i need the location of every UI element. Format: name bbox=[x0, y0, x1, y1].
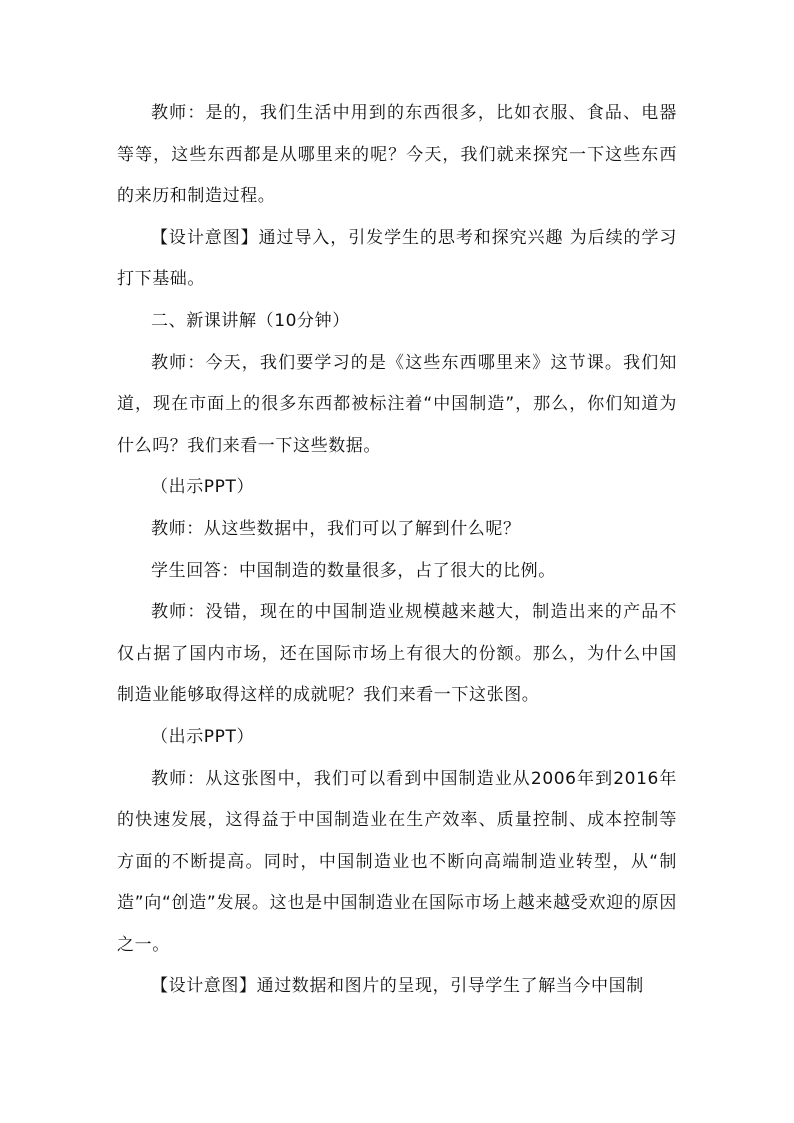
paragraph-design-intent-1: 【设计意图】通过导入，引发学生的思考和探究兴趣 为后续的学习打下基础。 bbox=[117, 227, 677, 290]
section-heading-new-lesson: 二、新课讲解（10分钟） bbox=[151, 310, 350, 331]
paragraph-teacher-intro: 教师：是的，我们生活中用到的东西很多，比如衣服、食品、电器等等，这些东西都是从哪里来的呢？今天，我们就来探究一下这些东西的来历和制造过程。 bbox=[117, 103, 677, 207]
paragraph-teacher-lesson: 教师：今天，我们要学习的是《这些东西哪里来》这节课。我们知道，现在市面上的很多东西都被标注着“中国制造”，那么，你们知道为什么吗？我们来看一下这些数据。 bbox=[117, 352, 677, 456]
paragraph-teacher-scale: 教师：没错，现在的中国制造业规模越来越大，制造出来的产品不仅占据了国内市场，还在国际市场上有很大的份额。那么，为什么中国制造业能够取得这样的成就呢？我们来看一下这张图。 bbox=[117, 602, 677, 706]
paragraph-design-intent-2: 【设计意图】通过数据和图片的呈现，引导学生了解当今中国制 bbox=[151, 976, 644, 997]
paragraph-student-answer: 学生回答：中国制造的数量很多，占了很大的比例。 bbox=[151, 560, 556, 581]
document-body bbox=[117, 93, 677, 1008]
paragraph-show-ppt-2: （出示PPT） bbox=[151, 726, 255, 747]
paragraph-show-ppt-1: （出示PPT） bbox=[151, 477, 255, 498]
paragraph-teacher-development: 教师：从这张图中，我们可以看到中国制造业从2006年到2016年的快速发展，这得益于中国制造业在生产效率、质量控制、成本控制等方面的不断提高。同时，中国制造业也不断向高端制造业转型，从“制造”向“创造”发展。这也是中国制造业在国际市场上越来越受欢迎的原因之一。 bbox=[117, 768, 677, 955]
paragraph-teacher-question: 教师：从这些数据中，我们可以了解到什么呢？ bbox=[151, 518, 521, 539]
